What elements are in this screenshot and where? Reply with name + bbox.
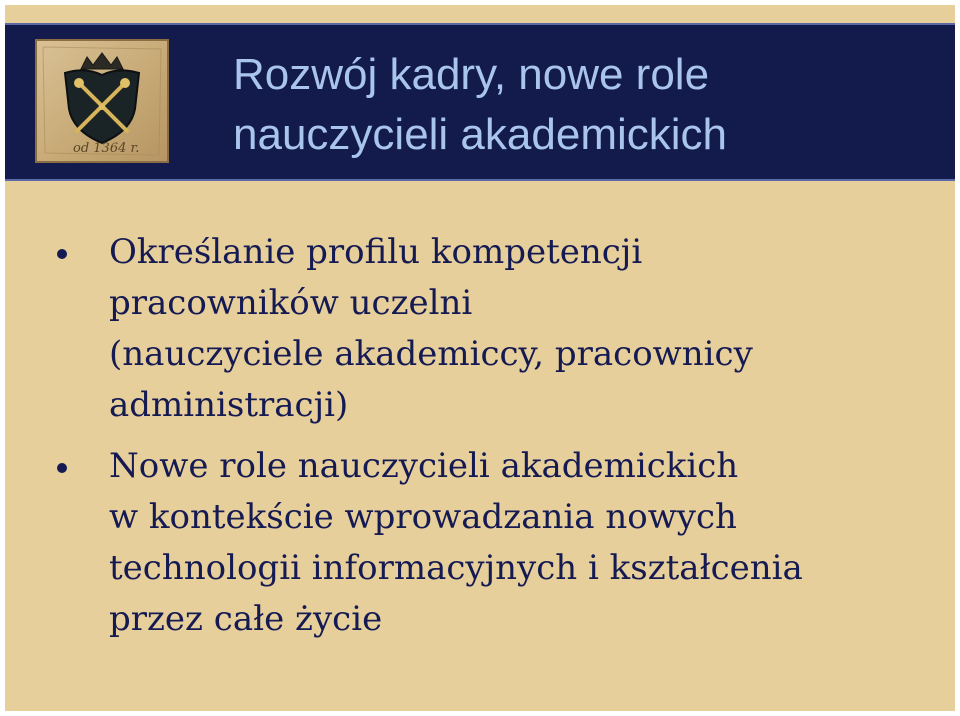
- bullet-dot-icon: [57, 249, 67, 259]
- bullet-dot-icon: [57, 463, 67, 473]
- header-bar: [5, 23, 955, 181]
- bullet-line: pracowników uczelni: [109, 283, 473, 323]
- university-logo: [35, 39, 169, 163]
- bullet-item: [45, 227, 925, 431]
- slide-title-line-1: Rozwój kadry, nowe role: [233, 50, 710, 99]
- slide: [5, 5, 955, 711]
- bullet-line: Nowe role nauczycieli akademickich: [109, 446, 739, 486]
- bullet-item: [45, 441, 925, 645]
- bullet-line: technologii informacyjnych i kształcenia: [109, 548, 803, 588]
- bullet-line: (nauczyciele akademiccy, pracownicy: [109, 334, 753, 374]
- bullet-line: administracji): [109, 385, 349, 425]
- bullet-line: przez całe życie: [109, 599, 383, 639]
- slide-title: [233, 45, 727, 165]
- bullet-list: [45, 227, 925, 645]
- bullet-line: Określanie profilu kompetencji: [109, 232, 643, 272]
- bullet-line: w kontekście wprowadzania nowych: [109, 497, 737, 537]
- logo-inscription: od 1364 r.: [73, 141, 140, 156]
- slide-title-line-2: nauczycieli akademickich: [233, 110, 727, 159]
